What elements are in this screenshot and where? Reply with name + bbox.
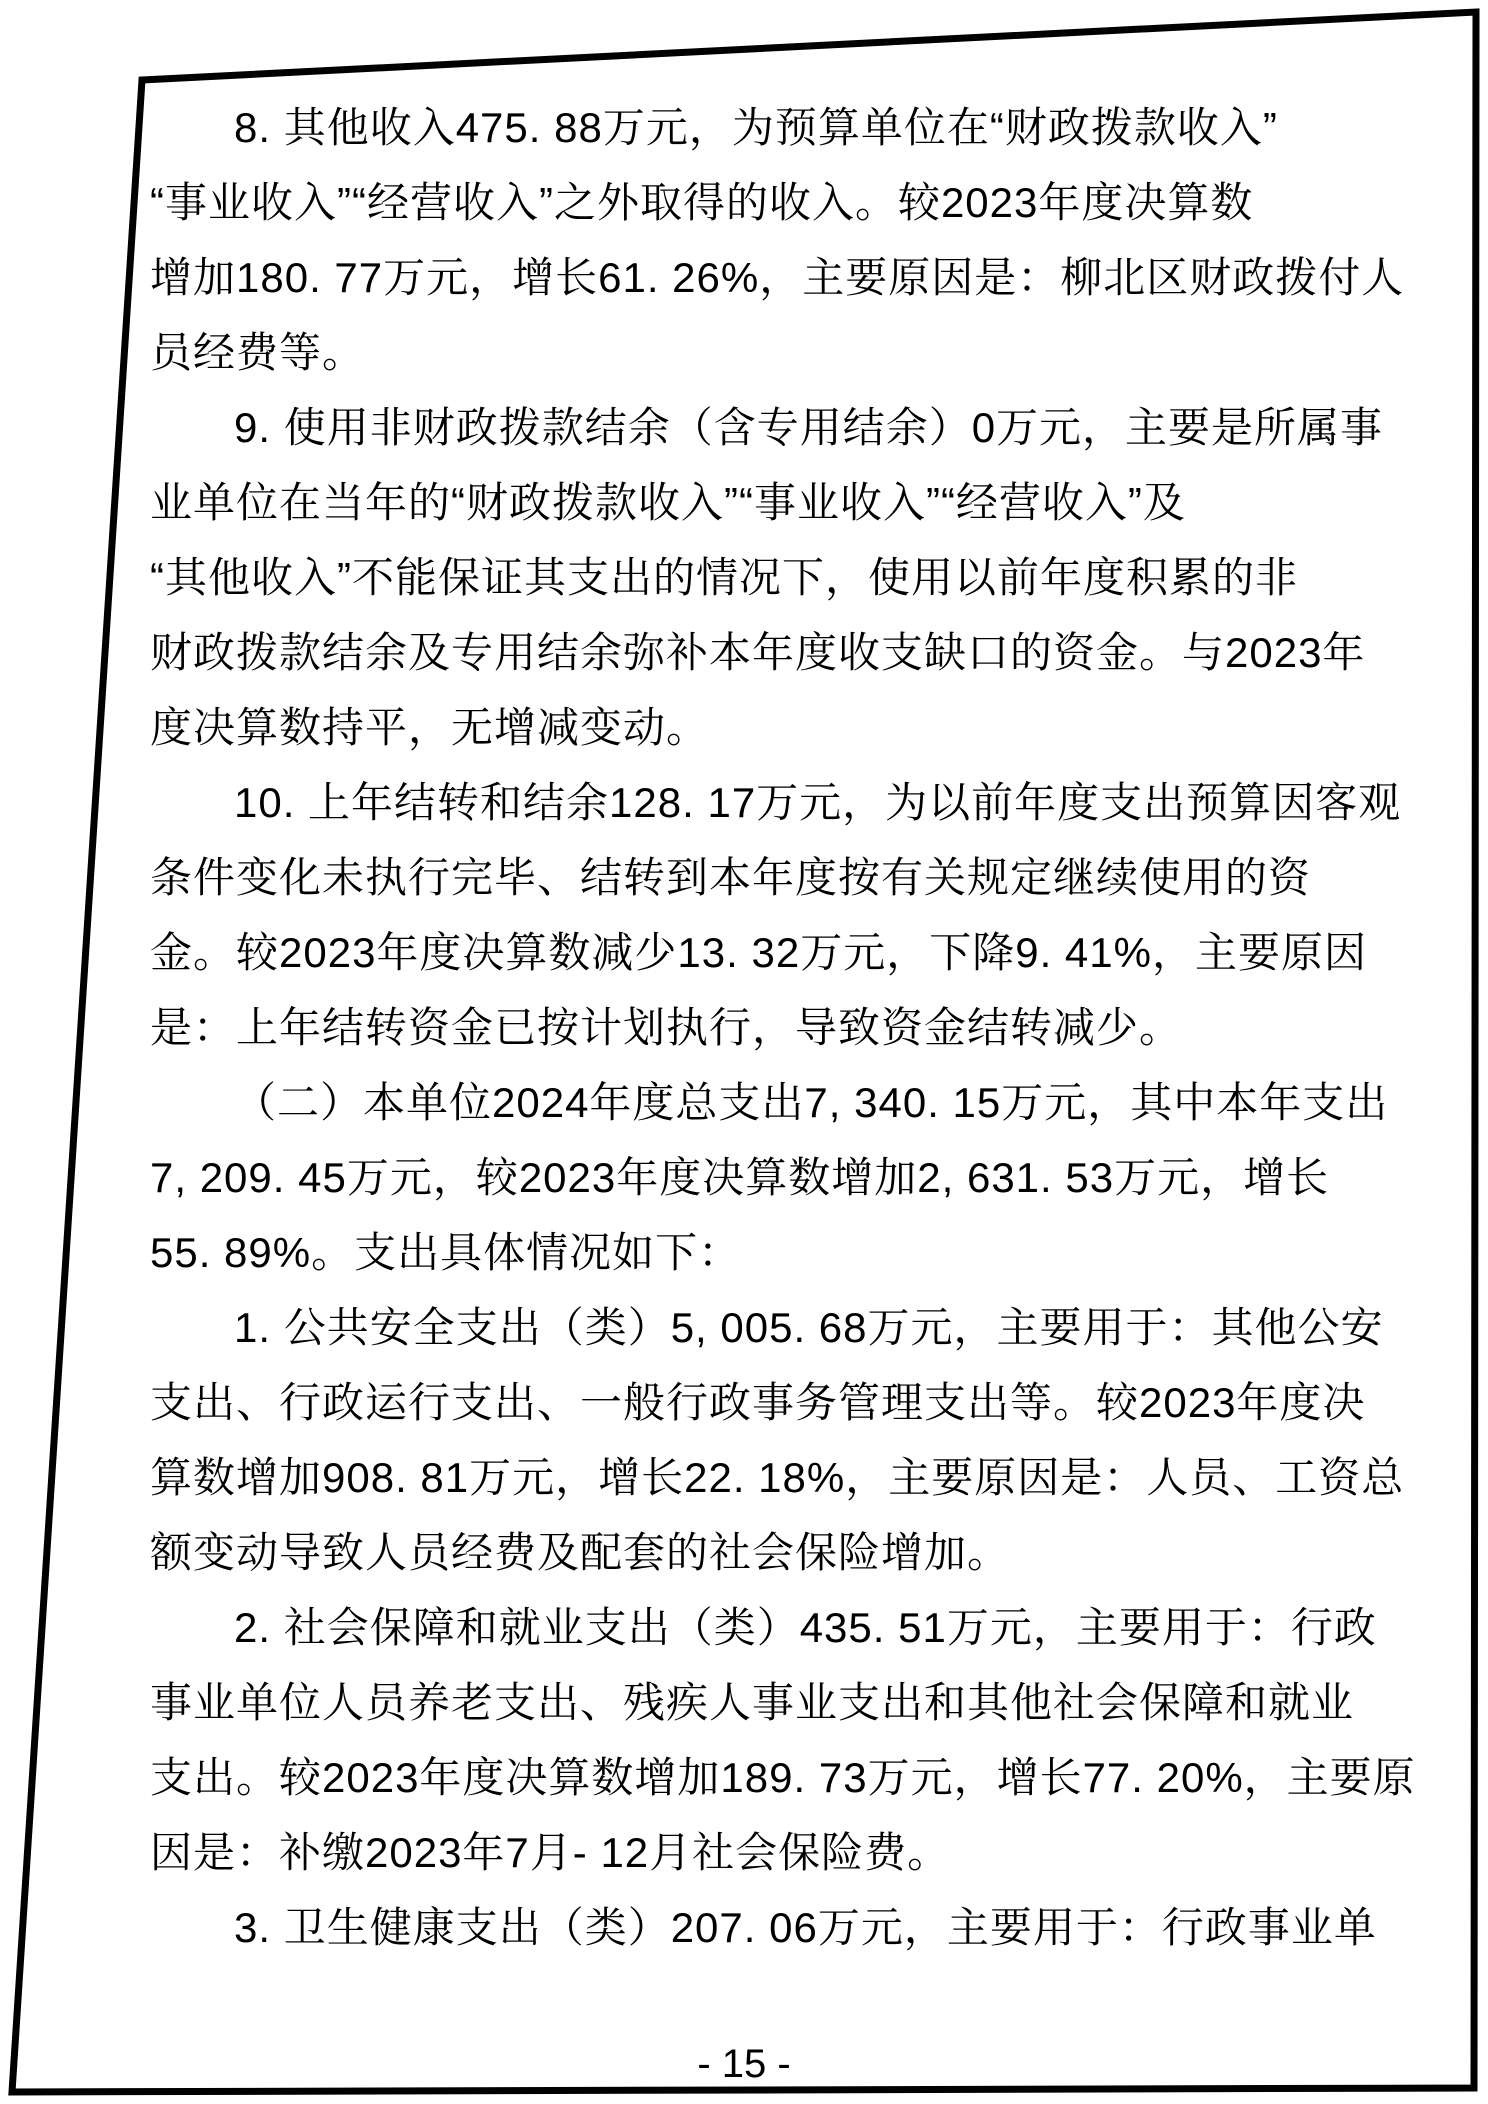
document-body: [150, 90, 1416, 1965]
text-line: 10. 上年结转和结余128. 17万元，为以前年度支出预算因客观: [234, 779, 1402, 826]
text-line: “其他收入”不能保证其支出的情况下，使用以前年度积累的非: [150, 554, 1298, 601]
text-line: 金。较2023年度决算数减少13. 32万元，下降9. 41%，主要原因: [150, 929, 1367, 976]
page-number: - 15 -: [697, 2042, 791, 2086]
text-line: 9. 使用非财政拨款结余（含专用结余）0万元，主要是所属事: [234, 404, 1384, 451]
text-line: 因是：补缴2023年7月- 12月社会保险费。: [150, 1829, 951, 1876]
text-line: 支出。较2023年度决算数增加189. 73万元，增长77. 20%，主要原: [150, 1754, 1416, 1801]
text-line: 业单位在当年的“财政拨款收入”“事业收入”“经营收入”及: [150, 479, 1186, 526]
text-line: 3. 卫生健康支出（类）207. 06万元，主要用于：行政事业单: [234, 1904, 1377, 1951]
text-line: 员经费等。: [150, 329, 366, 376]
text-line: 额变动导致人员经费及配套的社会保险增加。: [150, 1529, 1011, 1576]
text-line: 8. 其他收入475. 88万元，为预算单位在“财政拨款收入”: [234, 104, 1278, 151]
text-line: 支出、行政运行支出、一般行政事务管理支出等。较2023年度决: [150, 1379, 1366, 1426]
text-line: 55. 89%。支出具体情况如下：: [150, 1229, 742, 1276]
text-line: 财政拨款结余及专用结余弥补本年度收支缺口的资金。与2023年: [150, 629, 1366, 676]
text-line: 算数增加908. 81万元，增长22. 18%，主要原因是：人员、工资总: [150, 1454, 1405, 1501]
text-line: 事业单位人员养老支出、残疾人事业支出和其他社会保障和就业: [150, 1679, 1355, 1726]
text-line: 增加180. 77万元，增长61. 26%，主要原因是：柳北区财政拨付人: [150, 254, 1405, 301]
text-line: （二）本单位2024年度总支出7, 340. 15万元，其中本年支出: [234, 1079, 1389, 1126]
text-line: 度决算数持平，无增减变动。: [150, 704, 710, 751]
text-line: 7, 209. 45万元，较2023年度决算数增加2, 631. 53万元，增长: [150, 1154, 1330, 1201]
text-line: 1. 公共安全支出（类）5, 005. 68万元，主要用于：其他公安: [234, 1304, 1384, 1351]
text-line: 条件变化未执行完毕、结转到本年度按有关规定继续使用的资: [150, 854, 1312, 901]
text-line: “事业收入”“经营收入”之外取得的收入。较2023年度决算数: [150, 179, 1254, 226]
text-line: 2. 社会保障和就业支出（类）435. 51万元，主要用于：行政: [234, 1604, 1377, 1651]
text-line: 是：上年结转资金已按计划执行，导致资金结转减少。: [150, 1004, 1183, 1051]
